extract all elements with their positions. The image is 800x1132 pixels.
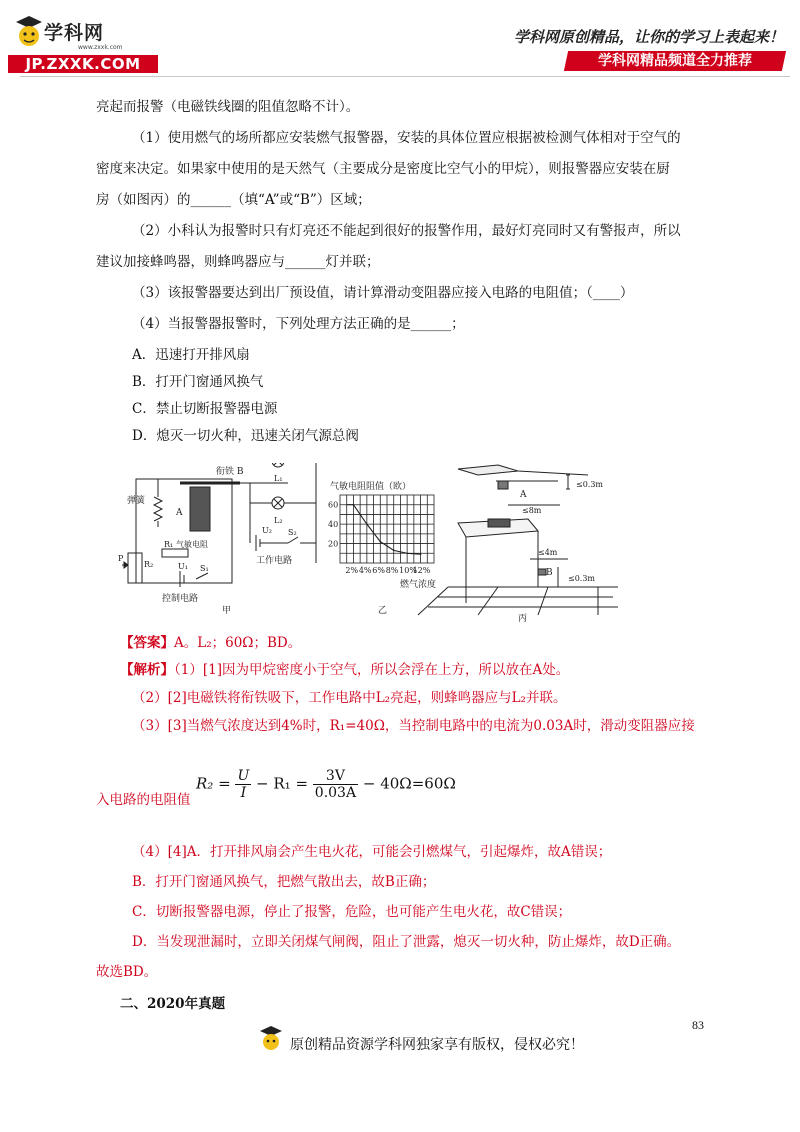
footer-copyright: 原创精品资源学科网独家享有版权，侵权必究！	[290, 1037, 584, 1053]
option-a: A．迅速打开排风扇	[132, 347, 250, 363]
option-b: B．打开门窗通风换气	[132, 374, 264, 390]
zone-a-label: A	[520, 490, 527, 500]
page-number: 83	[692, 1018, 704, 1032]
option-d: D．熄灭一切火种，迅速关闭气源总阀	[132, 428, 359, 444]
analysis-line-4b: B．打开门窗通风换气，把燃气散出去，故B正确；	[132, 874, 436, 890]
chart-ytick-label: 60	[328, 500, 339, 510]
sensor-label: 气敏电阻	[176, 540, 208, 549]
lamp1-label: L₁	[274, 474, 283, 483]
chart-xtick-label: 8%	[385, 566, 399, 575]
lamp2-label: L₂	[274, 516, 283, 525]
analysis-line-4d: D．当发现泄漏时，立即关闭煤气闸阀，阻止了泄露，熄灭一切火种，防止爆炸，故D正确。	[132, 934, 681, 950]
caption-bing: 丙	[518, 614, 528, 623]
dist-b-vertical: ≤0.3m	[568, 574, 596, 583]
header-slogan: 学科网原创精品，让你的学习上表起来！	[513, 28, 784, 46]
p-label: P	[118, 554, 124, 563]
control-circuit-label: 控制电路	[162, 594, 199, 604]
u2-label: U₂	[262, 526, 272, 535]
question-1-line-2: 密度来决定。如果家中使用的是天然气（主要成分是密度比空气小的甲烷），则报警器应安装在厨	[96, 161, 670, 177]
chart-xtick-label: 10%	[399, 566, 417, 575]
question-1-line-1: （1）使用燃气的场所都应安装燃气报警器，安装的具体位置应根据被检测气体相对于空气的	[132, 130, 681, 146]
analysis-line-4e: 故选BD。	[96, 964, 158, 980]
chart-xtick-label: 2%	[345, 566, 359, 575]
s1-label: S₁	[200, 564, 209, 573]
question-3: （3）该报警器要达到出厂预设值，请计算滑动变阻器应接入电路的电阻值；（____）	[132, 285, 634, 301]
resistance-chart	[328, 480, 436, 616]
chart-xtick-label: 6%	[372, 566, 385, 575]
analysis-line-2: （2）[2]电磁铁将衔铁吸下，工作电路中L₂亮起，则蜂鸣器应与L₂并联。	[132, 690, 567, 706]
formula-fraction-1: $\frac{U}{I}$	[237, 768, 250, 801]
logo-text: 学科网	[44, 22, 105, 44]
mascot-icon	[12, 12, 46, 52]
logo-url: www.zxxk.com	[78, 44, 123, 51]
chart-ytick-label: 20	[328, 539, 339, 549]
r2-label: R₂	[144, 560, 154, 569]
chart-ylabel: 气敏电阻阻值（欧）	[330, 482, 412, 492]
option-c: C．禁止切断报警器电源	[132, 401, 278, 417]
analysis-line-3: （3）[3]当燃气浓度达到4%时，R₁=40Ω，当控制电路中的电流为0.03A时，滑动变阻器应接	[132, 718, 695, 734]
analysis-line-1	[120, 660, 569, 680]
r1-label: R₁	[164, 540, 174, 549]
formula	[196, 768, 456, 801]
chart-xtick-label: 4%	[358, 566, 372, 575]
chart-ytick-label: 40	[328, 520, 339, 530]
question-2-line-2: 建议加接蜂鸣器，则蜂鸣器应与______灯并联；	[96, 254, 380, 270]
footer-mascot-icon	[258, 1024, 286, 1054]
answer-line	[120, 633, 301, 653]
formula-mid: − R₁ =	[256, 774, 309, 793]
answer-label: 【答案】	[120, 635, 174, 651]
chart-xlabel: 燃气浓度	[400, 580, 437, 590]
magnet-label: A	[176, 508, 183, 518]
question-1-line-3: 房（如图丙）的______（填“A”或“B”）区域；	[96, 192, 371, 208]
logo-banner[interactable]: JP.ZXXK.COM	[8, 55, 158, 73]
header-red-banner: 学科网精品频道全力推荐	[564, 51, 786, 71]
armature-label: 衔铁 B	[216, 467, 244, 477]
zone-b-label: B	[546, 568, 553, 578]
spring-label: 弹簧	[127, 496, 146, 506]
caption-yi: 乙	[378, 606, 388, 616]
dist-b-horizontal: ≤4m	[538, 548, 558, 557]
dist-a-horizontal: ≤8m	[522, 506, 542, 515]
analysis-line-4c: C．切断报警器电源，停止了报警，危险，也可能产生电火花，故C错误；	[132, 904, 572, 920]
question-4: （4）当报警器报警时，下列处理方法正确的是______；	[132, 316, 465, 332]
analysis-line-3b: 入电路的电阻值	[96, 792, 191, 808]
question-2-line-1: （2）小科认为报警时只有灯亮还不能起到很好的报警作用，最好灯亮同时又有警报声，所以	[132, 223, 681, 239]
analysis-text-1: （1）[1]因为甲烷密度小于空气，所以会浮在上方，所以放在A处。	[174, 662, 570, 678]
formula-fraction-2: $\frac{3V}{0.03A}$	[314, 768, 357, 801]
header-divider	[20, 76, 790, 77]
caption-jia: 甲	[222, 606, 232, 616]
formula-tail: − 40Ω=60Ω	[362, 774, 456, 793]
formula-lhs: R₂ =	[196, 774, 231, 793]
u1-label: U₁	[178, 562, 188, 571]
figure-panels	[118, 463, 628, 623]
chart-series-line	[347, 505, 421, 555]
answer-text: A。L₂；60Ω；BD。	[174, 635, 302, 651]
question-line: 亮起而报警（电磁铁线圈的阻值忽略不计）。	[96, 99, 360, 115]
chart-xtick-label: 12%	[412, 566, 431, 575]
s2-label: S₂	[288, 528, 297, 537]
analysis-label: 【解析】	[120, 662, 174, 678]
analysis-line-4: （4）[4]A．打开排风扇会产生电火花，可能会引燃煤气，引起爆炸，故A错误；	[132, 844, 612, 860]
dist-a-vertical: ≤0.3m	[576, 480, 604, 489]
section-heading: 二、2020年真题	[120, 996, 226, 1012]
work-circuit-label: 工作电路	[256, 556, 293, 566]
